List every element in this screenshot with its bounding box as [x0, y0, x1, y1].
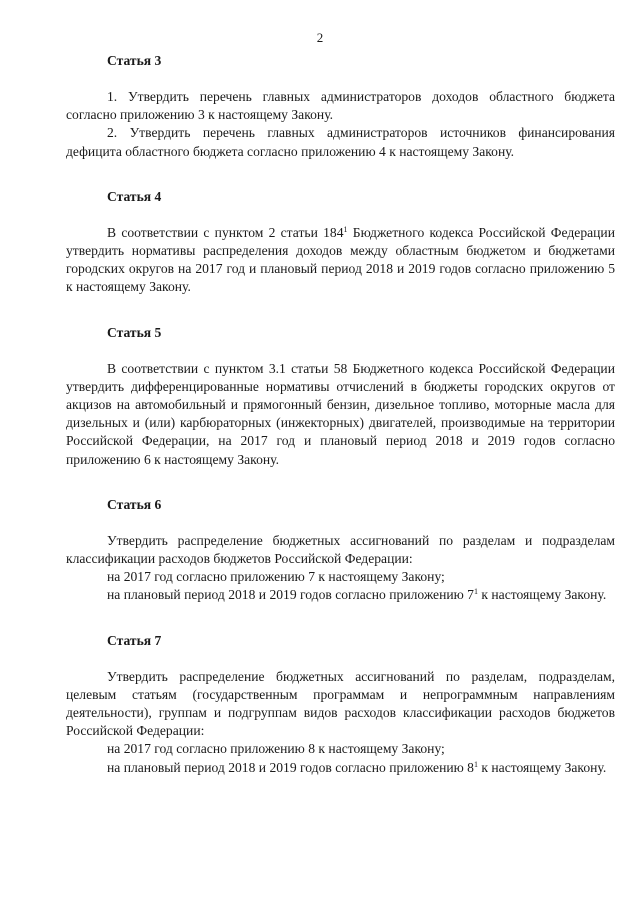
document-body — [66, 52, 615, 777]
paragraph-text: на плановый период 2018 и 2019 годов согласно приложению 8 — [107, 759, 474, 775]
article-4 — [66, 188, 615, 297]
paragraph: на 2017 год согласно приложению 7 к настоящему Закону; — [107, 569, 445, 585]
article-7 — [66, 632, 615, 777]
article-3 — [66, 52, 615, 161]
article-heading: Статья 3 — [107, 53, 162, 68]
article-heading: Статья 6 — [107, 496, 162, 512]
paragraph: В соответствии с пунктом 3.1 статьи 58 Бюджетного кодекса Российской Федерации утвердить дифференцированные нормативы отчислений в бюджеты городских округов от акцизов на автомобильный и прямогонный бензин, дизельное топливо, моторные масла для дизельных и (или) карбюраторных (инжекторных) двигателей, производимые на территории Российской Федерации, на 2017 год и плановый период 2018 и 2019 годов согласно приложению 6 к настоящему Закону. — [66, 360, 615, 467]
article-heading: Статья 4 — [107, 188, 162, 204]
paragraph: на 2017 год согласно приложению 8 к настоящему Закону; — [107, 741, 445, 757]
article-heading: Статья 5 — [107, 324, 162, 340]
article-heading: Статья 7 — [107, 632, 162, 648]
paragraph — [66, 224, 615, 297]
paragraph — [66, 759, 615, 777]
superscript: 1 — [473, 587, 478, 597]
paragraph-text: на плановый период 2018 и 2019 годов согласно приложению 7 — [107, 587, 474, 603]
paragraph: 1. Утвердить перечень главных администраторов доходов областного бюджета согласно приложению 3 к настоящему Закону. — [66, 89, 615, 123]
paragraph-text: В соответствии с пунктом 2 статьи 184 — [107, 224, 344, 240]
paragraph — [66, 586, 615, 604]
paragraph: Утвердить распределение бюджетных ассигнований по разделам, подразделам, целевым статьям (государственным программам и непрограммным направлениям деятельности), группам и подгруппам видов расходов классификации расходов бюджетов Российской Федерации: — [66, 668, 615, 739]
paragraph-text: Бюджетного кодекса Российской Федерации утвердить нормативы распределения доходов между областным бюджетом и бюджетами городских округов на 2017 год и плановый период 2018 и 2019 годов согласно приложению 5 к настоящему Закону. — [66, 224, 615, 295]
article-6 — [66, 496, 615, 605]
article-5 — [66, 324, 615, 469]
paragraph-text: к настоящему Закону. — [477, 587, 607, 603]
paragraph: 2. Утвердить перечень главных администраторов источников финансирования дефицита областного бюджета согласно приложению 4 к настоящему Закону. — [66, 125, 615, 159]
page-number: 2 — [316, 30, 324, 45]
superscript: 1 — [343, 224, 348, 234]
paragraph-text: к настоящему Закону. — [477, 759, 607, 775]
superscript: 1 — [473, 759, 478, 769]
paragraph: Утвердить распределение бюджетных ассигнований по разделам и подразделам классификации расходов бюджетов Российской Федерации: — [66, 532, 615, 567]
